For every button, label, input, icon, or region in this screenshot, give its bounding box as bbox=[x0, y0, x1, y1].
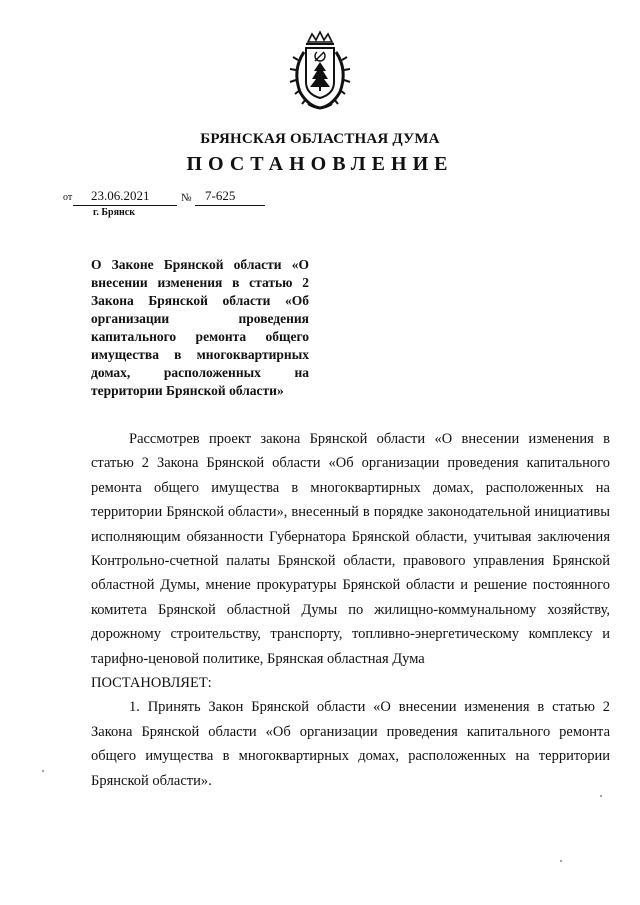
date-number-row bbox=[63, 188, 283, 208]
organization-name: БРЯНСКАЯ ОБЛАСТНАЯ ДУМА bbox=[200, 131, 440, 147]
number-underline bbox=[195, 205, 265, 206]
preamble-paragraph: Рассмотрев проект закона Брянской области «О внесении изменения в статью 2 Закона Брянской области «Об организации проведения капитального ремонта общего имущества в многоквартирных домах, расположенных на территории Брянской области», внесенный в порядке законодательной инициативы исполняющим обязанности Губернатора Брянской области, учитывая заключения Контрольно-счетной палаты Брянской области, правового управления Брянской областной Думы, мнение прокуратуры Брянской области и решение постоянного комитета Брянской областной Думы по жилищно-коммунальному хозяйству, дорожному строительству, транспорту, топливно-энергетическому комплексу и тарифно-ценовой политике, Брянская областная Дума bbox=[91, 431, 610, 667]
document-number: 7-625 bbox=[205, 188, 236, 203]
scan-speck bbox=[560, 860, 562, 862]
city-label: г. Брянск bbox=[93, 207, 135, 218]
document-date: 23.06.2021 bbox=[91, 188, 150, 203]
date-underline bbox=[73, 205, 177, 206]
document-subject: О Законе Брянской области «О внесении изменения в статью 2 Закона Брянской области «Об организации проведения капитального ремонта общего имущества в многоквартирных домах, расположенных на территории Брянской области» bbox=[91, 257, 309, 398]
decree-word: ПОСТАНОВЛЯЕТ: bbox=[91, 675, 212, 692]
document-body bbox=[91, 427, 610, 793]
decree-item-1: 1. Принять Закон Брянской области «О внесении изменения в статью 2 Закона Брянской области «Об организации проведения капитального ремонта общего имущества в многоквартирных домах, расположенных на территории Брянской области». bbox=[91, 699, 610, 789]
scan-speck bbox=[600, 795, 602, 797]
scan-speck bbox=[42, 770, 44, 772]
date-label: от bbox=[63, 192, 73, 203]
number-label: № bbox=[181, 192, 192, 204]
coat-of-arms-icon bbox=[284, 30, 356, 112]
document-type-title: ПОСТАНОВЛЕНИЕ bbox=[186, 153, 454, 175]
